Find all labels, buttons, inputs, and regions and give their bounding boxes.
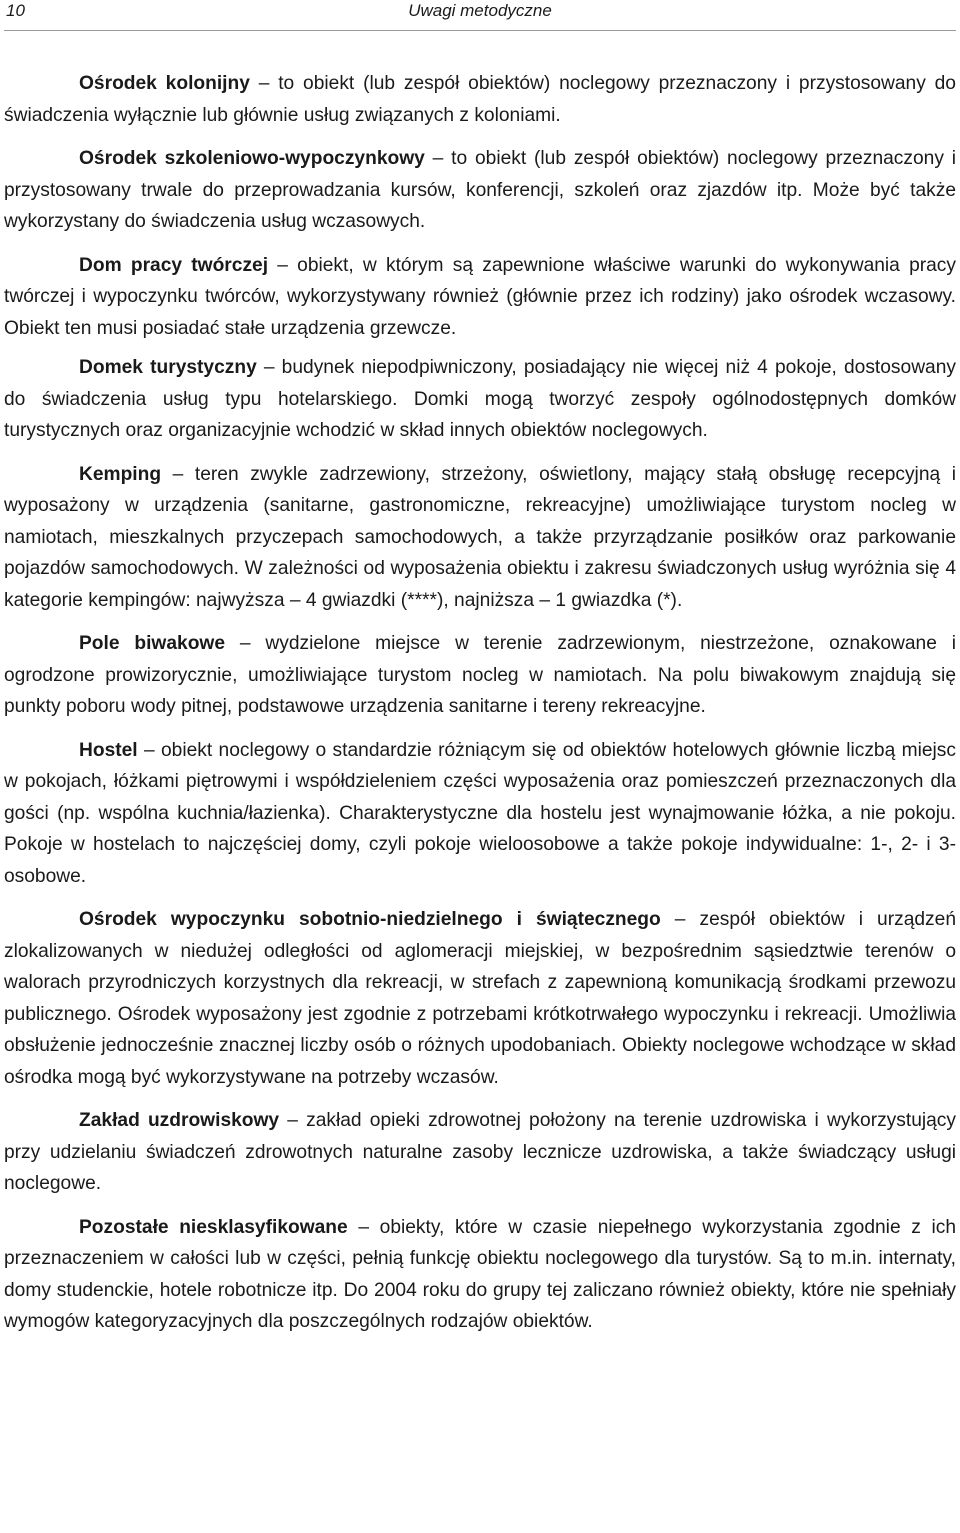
- term-label: Ośrodek wypoczynku sobotnio-niedzielnego i świątecznego: [79, 909, 661, 930]
- definition-text: – zakład opieki zdrowotnej położony na terenie uzdrowiska i wykorzystujący przy udzielaniu świadczeń zdrowotnych naturalne zasoby lecznicze uzdrowiska, a także świadczący usługi noclegowe.: [4, 1110, 956, 1194]
- definition-text: – obiekt noclegowy o standardzie różniącym się od obiektów hotelowych głównie liczbą miejsc w pokojach, łóżkami piętrowymi i współdzieleniem części wyposażenia oraz pomieszczeń przeznaczonych dla gości (np. wspólna kuchnia/łazienka). Charakterystyczne dla hostelu jest wynajmowanie łóżka, a nie pokoju. Pokoje w hostelach to najczęściej domy, czyli pokoje wieloosobowe a także pokoje indywidualne: 1-, 2- i 3-osobowe.: [4, 739, 956, 887]
- definitions-list: [4, 31, 956, 1338]
- term-label: Domek turystyczny: [79, 357, 257, 378]
- definition-text: – zespół obiektów i urządzeń zlokalizowanych w niedużej odległości od aglomeracji miejskiej, w bezpośrednim sąsiedztwie terenów o walorach przyrodniczych korzystnych dla rekreacji, w strefach z zapewnioną komunikacją środkami przewozu publicznego. Ośrodek wyposażony jest zgodnie z potrzebami krótkotrwałego wypoczynku i rekreacji. Umożliwia obsłużenie jednocześnie znacznej liczby osób o różnych upodobaniach. Obiekty noclegowe wchodzące w skład ośrodka mogą być wykorzystywane na potrzeby wczasów.: [4, 909, 956, 1088]
- definition-hostel: [4, 735, 956, 893]
- definition-text: – to obiekt (lub zespół obiektów) noclegowy przeznaczony i przystosowany do świadczenia wyłącznie lub głównie usług związanych z koloniami.: [4, 73, 956, 126]
- term-label: Ośrodek szkoleniowo-wypoczynkowy: [79, 148, 425, 169]
- definition-text: – obiekt, w którym są zapewnione właściwe warunki do wykonywania pracy twórczej i wypoczynku twórców, wykorzystywany również (głównie przez ich rodziny) jako ośrodek wczasowy. Obiekt ten musi posiadać stałe urządzenia grzewcze.: [4, 254, 956, 339]
- definition-dom-pracy-tworczej: [4, 250, 956, 345]
- definition-osrodek-kolonijny: [4, 68, 956, 131]
- definition-text: – wydzielone miejsce w terenie zadrzewionym, niestrzeżone, oznakowane i ogrodzone prowizorycznie, umożliwiające turystom nocleg w namiotach. Na polu biwakowym znajdują się punkty poboru wody pitnej, podstawowe urządzenia sanitarne i tereny rekreacyjne.: [4, 633, 956, 717]
- term-label: Dom pracy twórczej: [79, 254, 269, 276]
- definition-text: – to obiekt (lub zespół obiektów) noclegowy przeznaczony i przystosowany trwale do przeprowadzania kursów, konferencji, szkoleń oraz zjazdów itp. Może być także wykorzystany do świadczenia usług wczasowych.: [4, 148, 956, 232]
- term-label: Pozostałe niesklasyfikowane: [79, 1216, 348, 1238]
- header-title: Uwagi metodyczne: [408, 1, 552, 20]
- definition-text: – budynek niepodpiwniczony, posiadający nie więcej niż 4 pokoje, dostosowany do świadczenia usług typu hotelarskiego. Domki mogą tworzyć zespoły ogólnodostępnych domków turystycznych oraz organizacyjnie wchodzić w skład innych obiektów noclegowych.: [4, 357, 956, 441]
- definition-domek-turystyczny: [4, 352, 956, 447]
- definition-zaklad-uzdrowiskowy: [4, 1105, 956, 1200]
- running-header: [4, 0, 956, 31]
- definition-osrodek-szkoleniowo-wypoczynkowy: [4, 143, 956, 238]
- page-number: 10: [6, 1, 25, 20]
- term-label: Kemping: [79, 463, 162, 485]
- term-label: Hostel: [79, 739, 138, 761]
- definition-text: – teren zwykle zadrzewiony, strzeżony, oświetlony, mający stałą obsługę recepcyjną i wyposażony w urządzenia (sanitarne, gastronomiczne, rekreacyjne) umożliwiające turystom nocleg w namiotach, mieszkalnych przyczepach samochodowych, a także przyrządzanie posiłków oraz parkowanie pojazdów samochodowych. W zależności od wyposażenia obiektu i zakresu świadczonych usług wyróżnia się 4 kategorie kempingów: najwyższa – 4 gwiazdki (****), najniższa – 1 gwiazdka (*).: [4, 463, 956, 611]
- term-label: Ośrodek kolonijny: [79, 73, 250, 94]
- term-label: Pole biwakowe: [79, 633, 226, 654]
- term-label: Zakład uzdrowiskowy: [79, 1110, 280, 1131]
- definition-osrodek-wypoczynku-sobotnio-niedzielnego: [4, 904, 956, 1093]
- definition-text: – obiekty, które w czasie niepełnego wykorzystania zgodnie z ich przeznaczeniem w całości lub w części, pełnią funkcję obiektu noclegowego dla turystów. Są to m.in. internaty, domy studenckie, hotele robotnicze itp. Do 2004 roku do grupy tej zaliczano również obiekty, które nie spełniały wymogów kategoryzacyjnych dla poszczególnych rodzajów obiektów.: [4, 1216, 956, 1332]
- definition-pozostale-niesklasyfikowane: [4, 1212, 956, 1338]
- definition-kemping: [4, 459, 956, 617]
- definition-pole-biwakowe: [4, 628, 956, 723]
